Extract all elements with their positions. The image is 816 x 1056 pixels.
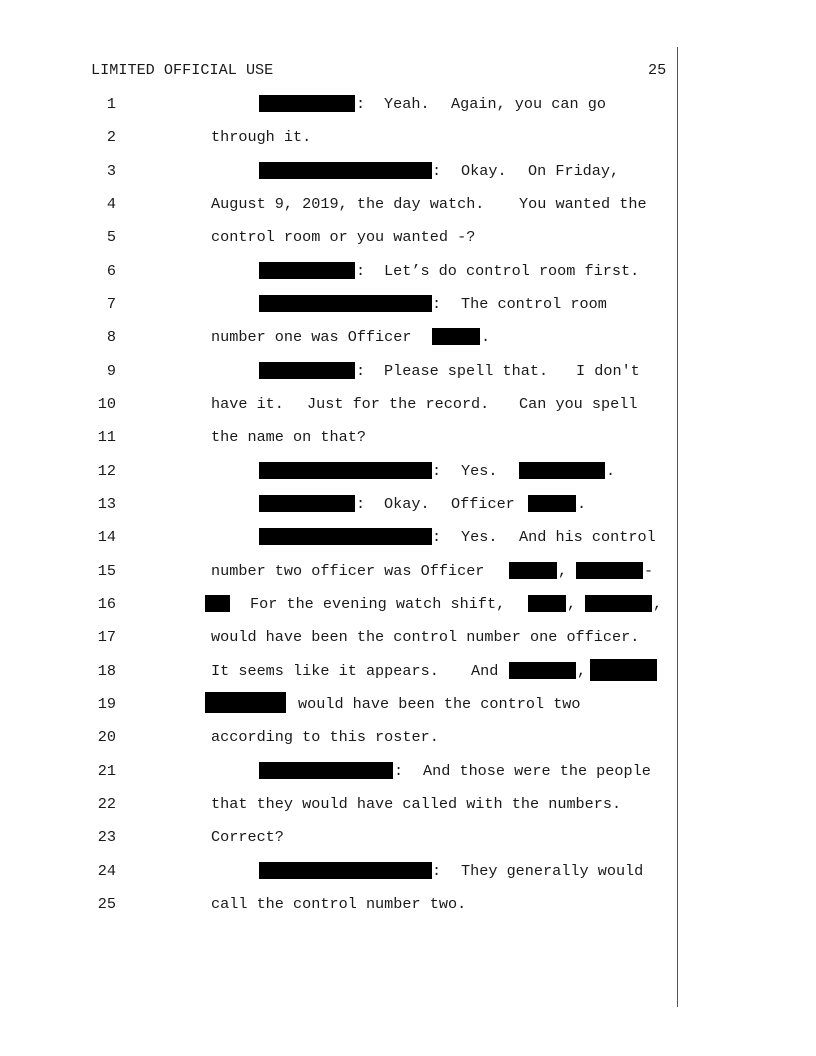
transcript-text: Please spell that. <box>384 362 549 380</box>
transcript-text: number one was Officer <box>211 328 412 346</box>
transcript-text: Yes. <box>461 528 498 546</box>
line-number: 20 <box>97 728 116 746</box>
transcript-text: They generally would <box>461 862 644 880</box>
transcript-text: have it. <box>211 395 284 413</box>
transcript-text: For the evening watch shift, <box>250 595 506 613</box>
transcript-text: It seems like it appears. <box>211 662 439 680</box>
transcript-text: Okay. <box>384 495 430 513</box>
punctuation: : <box>394 762 404 780</box>
redaction <box>259 162 432 179</box>
redaction <box>205 692 286 713</box>
punctuation: : <box>356 95 366 113</box>
transcript-text: would have been the control number one officer. <box>211 628 640 646</box>
redaction <box>259 862 432 879</box>
line-number: 9 <box>106 362 116 380</box>
redaction <box>259 95 355 112</box>
redaction <box>259 295 432 312</box>
punctuation: . <box>481 328 491 346</box>
transcript-text: And his control <box>519 528 656 546</box>
transcript-text: number two officer was Officer <box>211 562 485 580</box>
line-number: 21 <box>97 762 116 780</box>
punctuation: . <box>577 495 587 513</box>
transcript-text: that they would have called with the numbers. <box>211 795 622 813</box>
punctuation: , <box>558 562 568 580</box>
line-number: 17 <box>97 628 116 646</box>
line-number: 1 <box>106 95 116 113</box>
transcript-text: through it. <box>211 128 312 146</box>
page-number: 25 <box>648 61 667 79</box>
classification-marking: LIMITED OFFICIAL USE <box>91 61 274 79</box>
transcript-text: On Friday, <box>528 162 620 180</box>
transcript-text: You wanted the <box>519 195 647 213</box>
redaction <box>585 595 652 612</box>
transcript-text: Yes. <box>461 462 498 480</box>
redaction <box>259 462 432 479</box>
line-number: 7 <box>106 295 116 313</box>
line-number: 8 <box>106 328 116 346</box>
redaction <box>259 362 355 379</box>
punctuation: : <box>356 262 366 280</box>
transcript-text: Just for the record. <box>307 395 490 413</box>
punctuation: : <box>432 295 442 313</box>
punctuation: : <box>432 862 442 880</box>
right-margin-rule <box>677 47 678 1007</box>
line-number: 13 <box>97 495 116 513</box>
transcript-text: according to this roster. <box>211 728 439 746</box>
punctuation: - <box>644 562 654 580</box>
transcript-text: would have been the control two <box>298 695 581 713</box>
line-number: 16 <box>97 595 116 613</box>
line-number: 11 <box>97 428 116 446</box>
transcript-text: The control room <box>461 295 607 313</box>
transcript-text: And those were the people <box>423 762 651 780</box>
transcript-text: the name on that? <box>211 428 366 446</box>
redaction <box>576 562 643 579</box>
line-number: 19 <box>97 695 116 713</box>
line-number: 2 <box>106 128 116 146</box>
redaction <box>205 595 230 612</box>
punctuation: : <box>356 362 366 380</box>
punctuation: : <box>432 462 442 480</box>
redaction <box>259 528 432 545</box>
line-number: 25 <box>97 895 116 913</box>
punctuation: : <box>432 528 442 546</box>
transcript-text: Yeah. <box>384 95 430 113</box>
transcript-text: call the control number two. <box>211 895 467 913</box>
redaction <box>432 328 480 345</box>
transcript-text: August 9, 2019, the day watch. <box>211 195 485 213</box>
redaction <box>259 495 355 512</box>
punctuation: . <box>606 462 616 480</box>
punctuation: , <box>653 595 663 613</box>
transcript-text: Okay. <box>461 162 507 180</box>
line-number: 4 <box>106 195 116 213</box>
line-number: 3 <box>106 162 116 180</box>
transcript-text: control room or you wanted -? <box>211 228 476 246</box>
punctuation: , <box>577 662 587 680</box>
line-number: 24 <box>97 862 116 880</box>
redaction <box>528 595 566 612</box>
redaction <box>259 762 393 779</box>
redaction <box>259 262 355 279</box>
line-number: 10 <box>97 395 116 413</box>
transcript-text: Let’s do control room first. <box>384 262 640 280</box>
line-number: 18 <box>97 662 116 680</box>
punctuation: : <box>432 162 442 180</box>
punctuation: , <box>567 595 577 613</box>
transcript-text: Again, you can go <box>451 95 606 113</box>
transcript-text: Correct? <box>211 828 284 846</box>
transcript-text: Can you spell <box>519 395 638 413</box>
redaction <box>509 562 557 579</box>
line-number: 14 <box>97 528 116 546</box>
line-number: 6 <box>106 262 116 280</box>
redaction <box>590 659 657 681</box>
line-number: 15 <box>97 562 116 580</box>
punctuation: : <box>356 495 366 513</box>
line-number: 23 <box>97 828 116 846</box>
line-number: 5 <box>106 228 116 246</box>
line-number: 12 <box>97 462 116 480</box>
transcript-text: Officer <box>451 495 515 513</box>
redaction <box>509 662 576 679</box>
transcript-text: And <box>471 662 499 680</box>
line-number: 22 <box>97 795 116 813</box>
redaction <box>528 495 576 512</box>
redaction <box>519 462 605 479</box>
transcript-text: I don't <box>576 362 640 380</box>
